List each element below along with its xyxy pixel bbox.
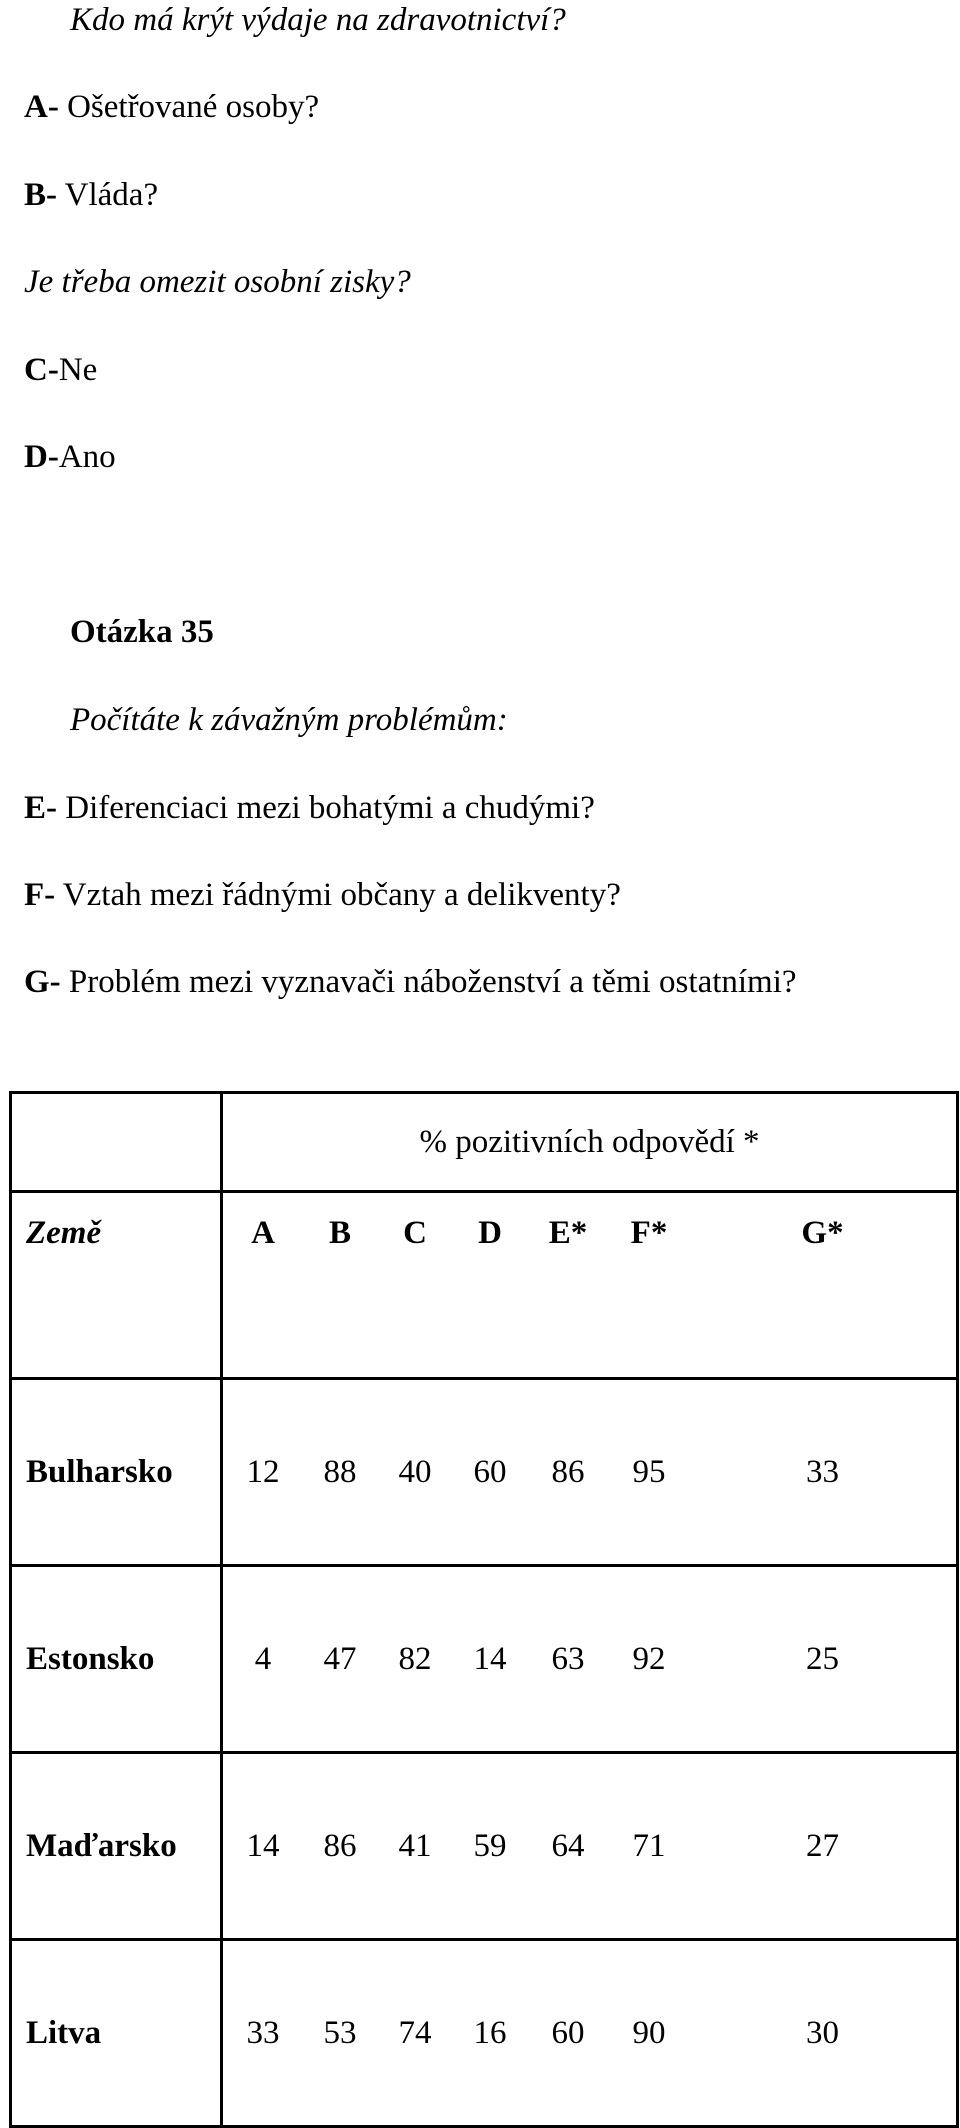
value-c: 40 <box>398 1453 432 1490</box>
country-cell <box>11 1940 222 2127</box>
answer-b-text: Vláda? <box>57 177 159 213</box>
answer-g-text: Problém mezi vyznavači náboženství a těmi ostatními? <box>60 964 797 1000</box>
table-corner-cell <box>11 1093 222 1192</box>
column-header-c: C <box>403 1215 427 1251</box>
answer-e <box>24 788 595 828</box>
value-e: 60 <box>551 2014 585 2051</box>
value-a: 14 <box>246 1827 280 1864</box>
value-f: 71 <box>632 1827 666 1864</box>
question-title: Otázka 35 <box>70 614 214 650</box>
value-g: 30 <box>806 2014 839 2051</box>
value-a: 33 <box>246 2014 280 2051</box>
value-c: 74 <box>398 2014 432 2051</box>
value-e: 63 <box>551 1640 585 1677</box>
answer-c <box>24 350 97 390</box>
values-cell <box>222 1753 958 1940</box>
answer-e-text: Diferenciaci mezi bohatými a chudými? <box>57 790 595 826</box>
answer-d-key: D- <box>24 439 59 475</box>
column-header-d: D <box>478 1215 502 1251</box>
value-b: 53 <box>323 2014 357 2051</box>
answer-c-text: Ne <box>58 352 98 388</box>
value-c: 82 <box>398 1640 432 1677</box>
answer-d <box>24 437 116 477</box>
value-a: 12 <box>246 1453 280 1490</box>
value-c: 41 <box>398 1827 432 1864</box>
value-f: 92 <box>632 1640 666 1677</box>
table-header-row <box>11 1093 958 1192</box>
answer-f-text: Vztah mezi řádnými občany a delikventy? <box>55 877 621 913</box>
answer-a-text: Ošetřované osoby? <box>58 89 320 125</box>
value-d: 16 <box>473 2014 507 2051</box>
answer-e-key: E- <box>24 790 57 826</box>
question-line-2: Je třeba omezit osobní zisky? <box>24 264 411 300</box>
value-b: 47 <box>323 1640 357 1677</box>
country-column-header-cell <box>11 1192 222 1379</box>
table-row <box>11 1753 958 1940</box>
value-g: 25 <box>806 1640 839 1677</box>
value-b: 86 <box>323 1827 357 1864</box>
question-subtitle: Počítáte k závažným problémům: <box>70 702 508 738</box>
column-header-a: A <box>251 1215 275 1251</box>
table-row <box>11 1940 958 2127</box>
value-e: 86 <box>551 1453 585 1490</box>
answer-g <box>24 962 797 1002</box>
answer-a <box>24 87 319 127</box>
value-b: 88 <box>323 1453 357 1490</box>
table-header: % pozitivních odpovědí * <box>419 1123 760 1160</box>
question-line-1: Kdo má krýt výdaje na zdravotnictví? <box>70 2 566 38</box>
value-d: 59 <box>473 1827 507 1864</box>
column-header-e: E* <box>548 1215 588 1251</box>
value-column-headers-cell <box>222 1192 958 1379</box>
column-header-f: F* <box>630 1215 668 1251</box>
answer-c-key: C- <box>24 352 59 388</box>
table-row <box>11 1566 958 1753</box>
country-cell <box>11 1753 222 1940</box>
country-name: Maďarsko <box>26 1827 177 1864</box>
column-header-g: G* <box>801 1215 844 1251</box>
value-f: 90 <box>632 2014 666 2051</box>
country-cell <box>11 1566 222 1753</box>
answer-d-text: Ano <box>58 439 116 475</box>
country-name: Estonsko <box>26 1640 155 1677</box>
values-cell <box>222 1379 958 1566</box>
value-g: 33 <box>806 1453 839 1490</box>
values-cell <box>222 1940 958 2127</box>
answer-f-key: F- <box>24 877 56 913</box>
table-row <box>11 1379 958 1566</box>
value-d: 14 <box>473 1640 507 1677</box>
value-a: 4 <box>254 1640 272 1677</box>
column-header-row <box>11 1192 958 1379</box>
value-g: 27 <box>806 1827 839 1864</box>
answer-g-key: G- <box>24 964 61 1000</box>
answer-b <box>24 175 158 215</box>
answer-f <box>24 875 621 915</box>
results-table <box>9 1091 959 2128</box>
country-cell <box>11 1379 222 1566</box>
column-header-b: B <box>328 1215 351 1251</box>
value-d: 60 <box>473 1453 507 1490</box>
answer-a-key: A- <box>24 89 59 125</box>
country-column-header: Země <box>26 1215 102 1251</box>
value-f: 95 <box>632 1453 666 1490</box>
country-name: Litva <box>26 2014 102 2051</box>
values-cell <box>222 1566 958 1753</box>
value-e: 64 <box>551 1827 585 1864</box>
table-header-cell <box>222 1093 958 1192</box>
answer-b-key: B- <box>24 177 57 213</box>
country-name: Bulharsko <box>26 1453 173 1490</box>
